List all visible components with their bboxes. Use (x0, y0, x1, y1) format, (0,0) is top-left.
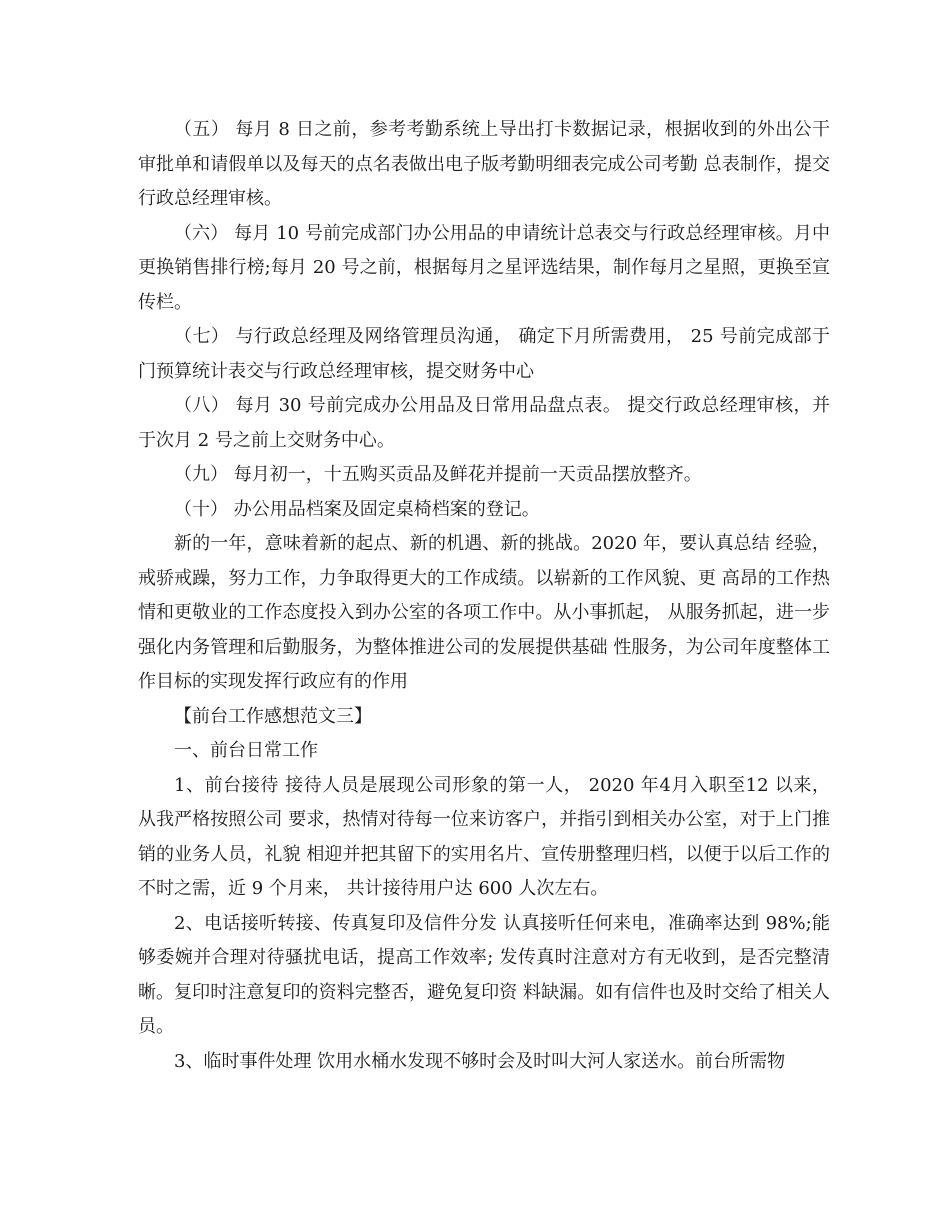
document-body (138, 113, 830, 1079)
paragraph-item-9: （九） 每月初一，十五购买贡品及鲜花并提前一天贡品摆放整齐。 (174, 464, 702, 485)
paragraph-item-8: （八） 每月 30 号前完成办公用品及日常用品盘点表。 提交行政总经理审核，并于次月 2 号之前上交财务中心。 (138, 395, 830, 451)
section-heading: 【前台工作感想范文三】 (174, 705, 372, 727)
paragraph-item-6: （六） 每月 10 号前完成部门办公用品的申请统计总表交与行政总经理审核。月中更换销售排行榜;每月 20 号之前，根据每月之星评选结果，制作每月之星照，更换至宣传栏。 (138, 222, 830, 313)
paragraph-item-10: （十） 办公用品档案及固定桌椅档案的登记。 (174, 498, 540, 520)
subsection-heading: 一、前台日常工作 (174, 740, 318, 761)
paragraph-incidents: 3、临时事件处理 饮用水桶水发现不够时会及时叫大河人家送水。前台所需物 (174, 1050, 786, 1072)
paragraph-reception: 1、前台接待 接待人员是展现公司形象的第一人， 2020 年4月入职至12 以来， 从我严格按照公司 要求，热情对待每一位来访客户，并指引到相关办公室，对于上门推销的业务人员，礼貌 相迎并把其留下的实用名片、宣传册整理归档，以便于以后工作的不时之需，近 9 个月来， 共计接待用户达 600 人次左右。 (138, 774, 830, 899)
paragraph-item-7: （七） 与行政总经理及网络管理员沟通， 确定下月所需费用， 25 号前完成部于门预算统计表交与行政总经理审核，提交财务中心 (138, 326, 830, 382)
paragraph-phone: 2、电话接听转接、传真复印及信件分发 认真接听任何来电，准确率达到 98%;能够委婉并合理对待骚扰电话，提高工作效率; 发传真时注意对方有无收到，是否完整清晰。复印时注意复印的资料完整否，避免复印资 料缺漏。如有信件也及时交给了相关人员。 (138, 912, 830, 1037)
paragraph-new-year: 新的一年，意味着新的起点、新的机遇、新的挑战。2020 年，要认真总结 经验，戒骄戒躁，努力工作，力争取得更大的工作成绩。以崭新的工作风貌、更 高昂的工作热情和更敬业的工作态度投入到办公室的各项工作中。从小事抓起， 从服务抓起，进一步强化内务管理和后勤服务，为整体推进公司的发展提供基础 性服务，为公司年度整体工作目标的实现发挥行政应有的作用 (138, 533, 830, 692)
paragraph-item-5: （五） 每月 8 日之前，参考考勤系统上导出打卡数据记录，根据收到的外出公干审批单和请假单以及每天的点名表做出电子版考勤明细表完成公司考勤 总表制作，提交行政总经理审核。 (138, 119, 830, 209)
